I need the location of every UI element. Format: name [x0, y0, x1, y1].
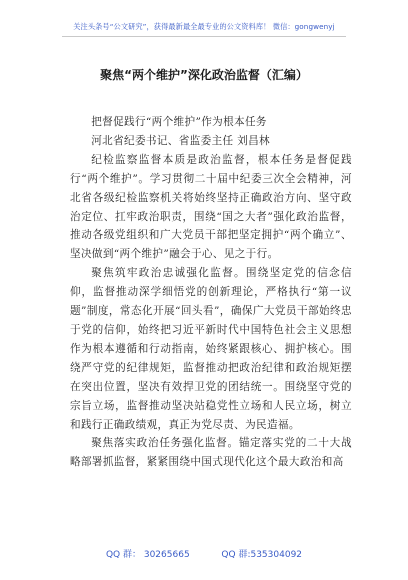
body-paragraph-2: 聚焦筑牢政治忠诚强化监督。围绕坚定党的信念信仰，监督推动深学细悟党的创新理论，严格执行“第一议题”制度，常态化开展“回头看”，确保广大党员干部始终忠于党的信仰，始终把习近平新时代中国特色社会主义思想作为根本遵循和行动指南，始终紧跟核心、拥护核心。围绕严守党的纪律规矩，监督推动把政治纪律和政治规矩摆在突出位置，坚决有效捍卫党的团结统一。围绕坚守党的宗旨立场，监督推动坚决站稳党性立场和人民立场，树立和践行正确政绩观，真正为党尽责、为民造福。: [70, 267, 352, 431]
page-title: 聚焦“两个维护”深化政治监督（汇编）: [100, 68, 308, 82]
footer-qq-group-2: QQ 群:535304092: [221, 550, 303, 560]
author-line: 河北省纪委书记、省监委主任 刘昌林: [91, 134, 271, 147]
footer: [0, 547, 408, 560]
header-banner-text: 关注头条号“公文研究”，获得最新最全最专业的公文资料库！ 微信：gongwenyj: [73, 22, 335, 31]
header-divider: [62, 36, 346, 37]
body-paragraph-1: 纪检监察监督本质是政治监督，根本任务是督促践行“两个维护”。学习贯彻二十届中纪委三次全会精神，河北省各级纪检监察机关将始终坚持正确政治方向、坚守政治定位、扛牢政治职责，围绕“国之大者”强化政治监督，推动各级党组织和广大党员干部把坚定拥护“两个确立”、坚决做到“两个维护”融会于心、见之于行。: [70, 153, 352, 261]
header-banner: [0, 22, 408, 32]
section-heading: 把督促践行“两个维护”作为根本任务: [91, 116, 267, 128]
document-body: [70, 113, 352, 472]
footer-qq-group-1: QQ 群： 30265665: [105, 550, 190, 560]
body-paragraph-3: 聚焦落实政治任务强化监督。锚定落实党的二十大战略部署抓监督，紧紧围绕中国式现代化这个最大政治和高: [70, 437, 352, 469]
